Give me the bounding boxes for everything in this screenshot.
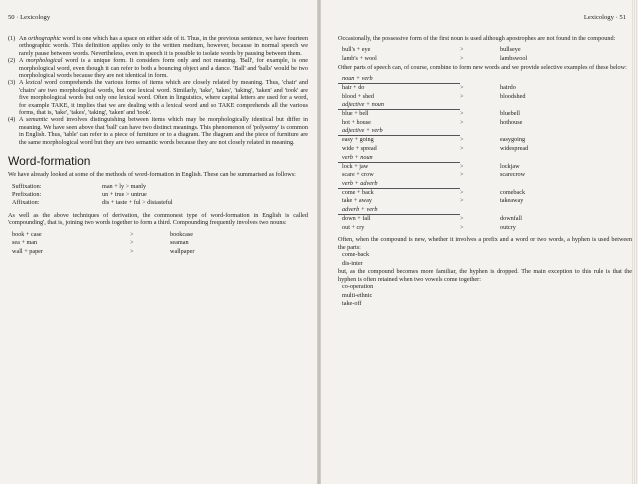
group-label: noun + verb (338, 75, 460, 84)
right-page (320, 0, 638, 484)
compounding-paragraph: As well as the above techniques of derivation, the commonest type of word-formation in English is called 'compounding', that is, joining two words together to form a third. Compounding frequently involves two nouns: (8, 211, 308, 227)
definition-lead: A (19, 57, 26, 65)
process-name: Affixation: (12, 199, 40, 207)
running-head-right: Lexicology · 51 (583, 14, 626, 21)
example-row (338, 189, 632, 198)
example-parts: easy + going (342, 136, 374, 144)
definition-item (8, 35, 308, 57)
definition-lead: A (19, 79, 26, 87)
example-result: bookcase (170, 230, 194, 238)
process-list (8, 183, 308, 208)
definition-term: morphological (26, 57, 63, 65)
definition-number: (4) (8, 116, 16, 124)
example-row (8, 231, 308, 240)
definition-item (8, 79, 308, 116)
example-parts: wide + spread (342, 144, 377, 152)
definition-body: word comprehends the various forms of items which are closely related by meaning. Thus, 'chair' and 'chairs' are two morphological words, but one lexical word. Similarly, 'take', 'takes', 'taking', 'taken' and 'took' are five morphological words but only one lexical word. Often in linguistics, where capital letters are used for a word, for example TAKE, it implies that we are dealing with a lexical word and so TAKE comprehends all the various forms, that is, 'take', 'takes', 'taking', 'taken' and 'took'. (19, 79, 308, 117)
definition-body: word is a unique form. It considers form only and not meaning. 'Ball', for example, is one morphological word, even though it can refer to both a bouncing object and a dance. 'Ball' and 'balls' would be two morphological words because they are not identical in form. (19, 57, 308, 80)
vowel-paragraph: but, as the compound becomes more familiar, the hyphen is dropped. The main exception to this rule is that the hyphen is often retained when two vowels come together: (338, 268, 632, 283)
example-result: takeaway (500, 197, 524, 205)
group-label: verb + noun (338, 154, 460, 163)
example-result: comeback (500, 188, 526, 196)
arrow-glyph: > (460, 144, 464, 152)
arrow-glyph: > (460, 118, 464, 126)
definition-term: semantic (25, 116, 48, 124)
example-result: lockjaw (500, 162, 520, 170)
arrow-glyph: > (460, 110, 464, 118)
arrow-glyph: > (460, 223, 464, 231)
definition-text (19, 57, 308, 79)
example-parts: wall + paper (12, 247, 43, 255)
definition-item (8, 57, 308, 79)
definition-lead: A (19, 116, 26, 124)
example-parts: sea + man (12, 239, 38, 247)
example-row (338, 224, 632, 233)
example-row (338, 136, 632, 145)
example-parts: book + case (12, 230, 42, 238)
arrow-glyph: > (460, 197, 464, 205)
example-row (338, 145, 632, 154)
definition-body: word is one which has a space on either side of it. Thus, in the previous sentence, we have fourteen orthographic words. This definition applies only to the written medium, however, because in normal speech we rarely pause between words. Nevertheless, even in speech it is possible to isolate words by pausing between them. (19, 35, 309, 57)
arrow-glyph: > (460, 162, 464, 170)
definition-number: (2) (8, 57, 16, 65)
intro-paragraph: We have already looked at some of the methods of word-formation in English. These can be summarised as follows: (8, 171, 296, 179)
arrow-glyph: > (460, 214, 464, 222)
arrow-glyph: > (460, 188, 464, 196)
process-row (8, 199, 308, 207)
example-row (338, 110, 632, 119)
example-parts: lamb's + wool (342, 55, 377, 62)
vowel-compound: take-off (342, 300, 362, 308)
group-label: verb + adverb (338, 180, 460, 189)
compound-groups (338, 75, 632, 232)
example-parts: lock + jaw (342, 162, 369, 170)
example-parts: come + back (342, 188, 374, 196)
arrow-glyph: > (460, 136, 464, 144)
example-result: downfall (500, 214, 522, 222)
definition-term: lexical (25, 79, 43, 87)
process-name: Suffixation: (12, 182, 42, 190)
example-result: hairdo (500, 84, 516, 91)
arrow-glyph: > (460, 171, 464, 179)
definition-term: orthographic (28, 35, 61, 42)
definition-text (19, 35, 308, 57)
example-result: outcry (500, 223, 516, 231)
group-label: adjective + noun (338, 101, 460, 110)
example-parts: hair + do (342, 84, 365, 91)
example-parts: scare + crow (342, 171, 374, 179)
definition-lead: An (19, 35, 29, 42)
arrow-glyph: > (460, 84, 464, 91)
example-parts: down + fall (342, 214, 371, 222)
noun-examples (8, 231, 308, 257)
section-heading: Word-formation (8, 154, 91, 169)
example-result: wallpaper (170, 247, 195, 255)
example-result: bloodshed (500, 92, 526, 100)
example-parts: blood + shed (342, 92, 375, 100)
example-row (8, 239, 308, 248)
left-page (0, 0, 318, 484)
hyphen-compound: dis-inter (342, 259, 363, 267)
hyphen-compound: come-back (342, 250, 370, 258)
example-row (338, 119, 632, 128)
example-parts: take + away (342, 197, 372, 205)
example-parts: hot + house (342, 118, 371, 126)
vowel-compound: co-operation (342, 282, 374, 290)
example-row (338, 55, 632, 64)
arrow-glyph: > (460, 46, 464, 54)
arrow-glyph: > (460, 55, 464, 62)
page-edge (632, 0, 638, 484)
possessive-paragraph: Occasionally, the possessive form of the first noun is used although apostrophes are not found in the compound: (338, 35, 616, 42)
example-parts: bull's + eye (342, 46, 371, 54)
group-label: adjective + verb (338, 127, 460, 136)
example-row (338, 84, 632, 93)
example-result: lambswool (500, 55, 528, 62)
definition-text (19, 79, 308, 116)
example-result: widespread (500, 144, 529, 152)
example-row (8, 248, 308, 257)
definition-number: (1) (8, 35, 16, 42)
vowel-compound: multi-ethnic (342, 291, 373, 299)
possessive-examples (338, 46, 632, 63)
example-row (338, 93, 632, 102)
numbered-definitions (8, 35, 308, 146)
process-row (8, 191, 308, 199)
parts-paragraph: Other parts of speech can, of course, combine to form new words and we provide selective examples of these below: (338, 63, 627, 71)
example-result: seaman (170, 239, 189, 247)
example-result: easygoing (500, 136, 526, 144)
process-name: Prefixation: (12, 190, 42, 198)
example-result: bullseye (500, 46, 521, 54)
process-formula: man + ly > manly (102, 182, 147, 190)
example-result: scarecrow (500, 171, 526, 179)
example-row (338, 171, 632, 180)
example-result: bluebell (500, 110, 520, 118)
example-parts: blue + bell (342, 110, 369, 118)
arrow-glyph: > (130, 247, 134, 255)
definition-number: (3) (8, 79, 16, 87)
group-label: adverb + verb (338, 206, 460, 215)
example-row (338, 197, 632, 206)
example-row (338, 215, 632, 224)
example-result: hothouse (500, 118, 523, 126)
running-head-left: 50 · Lexicology (8, 14, 51, 21)
example-row (338, 163, 632, 172)
definition-text (19, 116, 308, 146)
example-row (338, 46, 632, 55)
hyphen-examples (338, 251, 632, 268)
example-parts: out + cry (342, 223, 365, 231)
definition-item (8, 116, 308, 146)
vowel-examples (338, 283, 632, 309)
process-formula: dis + taste + ful > distasteful (102, 199, 173, 207)
process-row (8, 183, 308, 191)
process-formula: un + true > untrue (102, 190, 147, 198)
definition-body: word involves distinguishing between items which may be morphologically identical but differ in meaning. We have seen above that 'ball' can have two distinct meanings. This phenomenon of 'polysemy' is common in English. Thus, 'table' can refer to a piece of furniture or to a diagram. The diagram and the piece of furniture are the same morphological word but they are two semantic words because they are not closely related in meaning. (19, 116, 308, 146)
hyphen-paragraph: Often, when the compound is new, whether it involves a prefix and a word or two words, a hyphen is used between the parts: (338, 236, 632, 251)
arrow-glyph: > (130, 239, 134, 247)
arrow-glyph: > (130, 230, 134, 238)
arrow-glyph: > (460, 92, 464, 100)
